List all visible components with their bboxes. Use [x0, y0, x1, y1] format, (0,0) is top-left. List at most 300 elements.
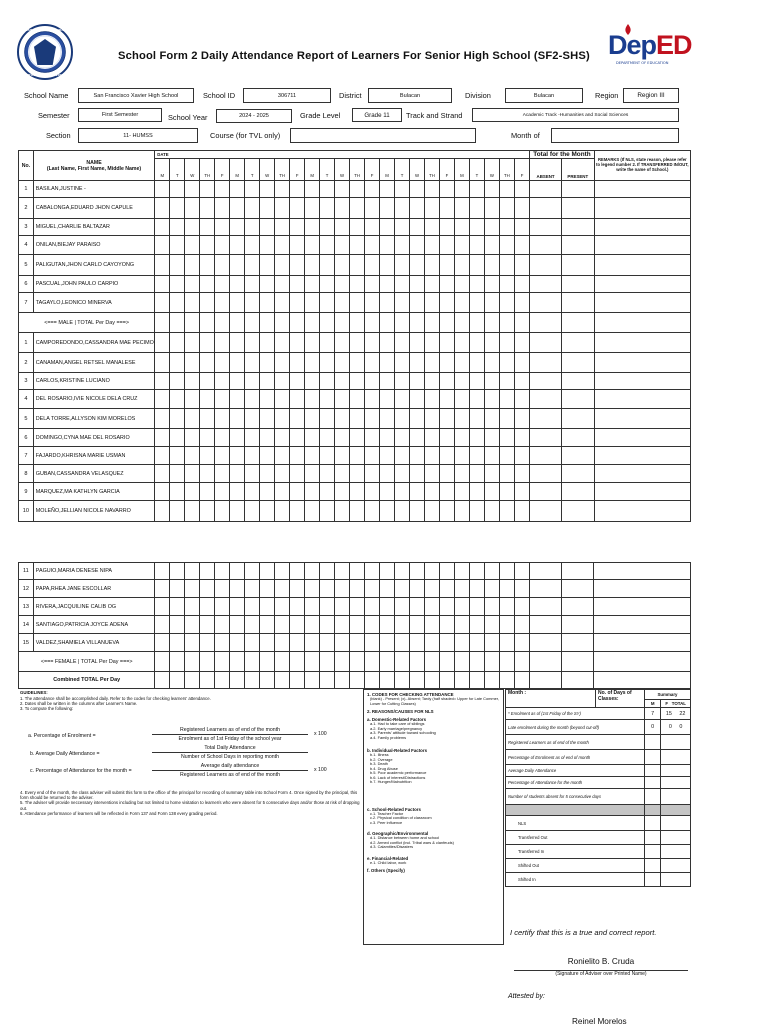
- attendance-cell[interactable]: [410, 373, 425, 390]
- remarks-cell[interactable]: [594, 652, 691, 672]
- attendance-cell[interactable]: [365, 447, 380, 465]
- attendance-cell[interactable]: [350, 501, 365, 522]
- remarks-cell[interactable]: [594, 390, 690, 409]
- attendance-cell[interactable]: [305, 409, 320, 429]
- present-total-cell[interactable]: [561, 598, 594, 616]
- attendance-cell[interactable]: [200, 616, 215, 634]
- attendance-cell[interactable]: [350, 373, 365, 390]
- attendance-cell[interactable]: [215, 501, 230, 522]
- attendance-cell[interactable]: [215, 652, 230, 672]
- attendance-cell[interactable]: [305, 373, 320, 390]
- attendance-cell[interactable]: [185, 353, 200, 373]
- attendance-cell[interactable]: [245, 293, 260, 313]
- attendance-cell[interactable]: [425, 333, 440, 353]
- attendance-cell[interactable]: [469, 353, 484, 373]
- attendance-cell[interactable]: [170, 198, 185, 219]
- attendance-cell[interactable]: [395, 483, 410, 501]
- present-total-cell[interactable]: [561, 333, 594, 353]
- attendance-cell[interactable]: [185, 447, 200, 465]
- attendance-cell[interactable]: [335, 236, 350, 255]
- attendance-cell[interactable]: [260, 333, 275, 353]
- summary-ft-values[interactable]: [661, 735, 691, 750]
- attendance-cell[interactable]: [215, 255, 230, 276]
- attendance-cell[interactable]: [185, 293, 200, 313]
- attendance-cell[interactable]: [230, 447, 245, 465]
- summary-m-value[interactable]: [645, 789, 661, 805]
- attendance-cell[interactable]: [290, 580, 305, 598]
- attendance-cell[interactable]: [380, 580, 395, 598]
- attendance-cell[interactable]: [469, 483, 484, 501]
- attendance-cell[interactable]: [485, 563, 500, 580]
- attendance-cell[interactable]: [275, 598, 290, 616]
- attendance-cell[interactable]: [155, 501, 170, 522]
- attendance-cell[interactable]: [410, 429, 425, 447]
- attendance-cell[interactable]: [365, 276, 380, 293]
- attendance-cell[interactable]: [185, 563, 200, 580]
- attendance-cell[interactable]: [469, 390, 484, 409]
- attendance-cell[interactable]: [395, 580, 410, 598]
- attendance-cell[interactable]: [454, 219, 469, 236]
- attendance-cell[interactable]: [245, 219, 260, 236]
- attendance-cell[interactable]: [260, 255, 275, 276]
- attendance-cell[interactable]: [185, 333, 200, 353]
- attendance-cell[interactable]: [380, 313, 395, 333]
- attendance-cell[interactable]: [455, 563, 470, 580]
- attendance-cell[interactable]: [245, 447, 260, 465]
- attendance-cell[interactable]: [275, 580, 290, 598]
- attendance-cell[interactable]: [230, 429, 245, 447]
- remarks-cell[interactable]: [594, 465, 690, 483]
- attendance-cell[interactable]: [185, 501, 200, 522]
- absent-total-cell[interactable]: [530, 181, 562, 198]
- attendance-cell[interactable]: [350, 390, 365, 409]
- attendance-cell[interactable]: [215, 447, 230, 465]
- attendance-cell[interactable]: [305, 353, 320, 373]
- attendance-cell[interactable]: [499, 409, 514, 429]
- attendance-cell[interactable]: [215, 373, 230, 390]
- attendance-cell[interactable]: [230, 236, 245, 255]
- attendance-cell[interactable]: [155, 293, 170, 313]
- attendance-cell[interactable]: [425, 429, 440, 447]
- attendance-cell[interactable]: [275, 236, 290, 255]
- attendance-cell[interactable]: [260, 409, 275, 429]
- attendance-cell[interactable]: [155, 198, 170, 219]
- attendance-cell[interactable]: [410, 353, 425, 373]
- attendance-cell[interactable]: [335, 598, 350, 616]
- attendance-cell[interactable]: [484, 293, 499, 313]
- attendance-cell[interactable]: [245, 390, 260, 409]
- attendance-cell[interactable]: [440, 580, 455, 598]
- attendance-cell[interactable]: [395, 276, 410, 293]
- attendance-cell[interactable]: [514, 616, 529, 634]
- attendance-cell[interactable]: [245, 634, 260, 652]
- present-total-cell[interactable]: [561, 390, 594, 409]
- attendance-cell[interactable]: [245, 483, 260, 501]
- attendance-cell[interactable]: [155, 219, 170, 236]
- absent-total-cell[interactable]: [530, 501, 562, 522]
- attendance-cell[interactable]: [365, 181, 380, 198]
- attendance-cell[interactable]: [305, 580, 320, 598]
- attendance-cell[interactable]: [170, 598, 185, 616]
- attendance-cell[interactable]: [290, 236, 305, 255]
- attendance-cell[interactable]: [499, 181, 514, 198]
- attendance-cell[interactable]: [305, 276, 320, 293]
- attendance-cell[interactable]: [514, 501, 529, 522]
- attendance-cell[interactable]: [365, 429, 380, 447]
- attendance-cell[interactable]: [484, 409, 499, 429]
- attendance-cell[interactable]: [440, 634, 455, 652]
- attendance-cell[interactable]: [305, 598, 320, 616]
- summary-m-value[interactable]: [645, 777, 661, 789]
- attendance-cell[interactable]: [305, 181, 320, 198]
- attendance-cell[interactable]: [305, 652, 320, 672]
- attendance-cell[interactable]: [499, 255, 514, 276]
- attendance-cell[interactable]: [200, 313, 215, 333]
- attendance-cell[interactable]: [484, 313, 499, 333]
- attendance-cell[interactable]: [395, 563, 410, 580]
- attendance-cell[interactable]: [230, 353, 245, 373]
- attendance-cell[interactable]: [484, 390, 499, 409]
- attendance-cell[interactable]: [395, 198, 410, 219]
- present-total-cell[interactable]: [561, 652, 594, 672]
- summary-movement-m[interactable]: [645, 859, 661, 873]
- attendance-cell[interactable]: [470, 652, 485, 672]
- present-total-cell[interactable]: [561, 198, 594, 219]
- attendance-cell[interactable]: [215, 429, 230, 447]
- attendance-cell[interactable]: [185, 255, 200, 276]
- attendance-cell[interactable]: [455, 634, 470, 652]
- attendance-cell[interactable]: [454, 390, 469, 409]
- attendance-cell[interactable]: [215, 390, 230, 409]
- attendance-cell[interactable]: [185, 672, 200, 689]
- attendance-cell[interactable]: [260, 181, 275, 198]
- remarks-cell[interactable]: [594, 353, 690, 373]
- summary-movement-ft[interactable]: [661, 831, 691, 845]
- attendance-cell[interactable]: [425, 276, 440, 293]
- attendance-cell[interactable]: [469, 409, 484, 429]
- attendance-cell[interactable]: [155, 447, 170, 465]
- attendance-cell[interactable]: [380, 181, 395, 198]
- attendance-cell[interactable]: [425, 409, 440, 429]
- attendance-cell[interactable]: [275, 181, 290, 198]
- attendance-cell[interactable]: [395, 333, 410, 353]
- attendance-cell[interactable]: [275, 501, 290, 522]
- attendance-cell[interactable]: [290, 483, 305, 501]
- attendance-cell[interactable]: [425, 198, 440, 219]
- attendance-cell[interactable]: [410, 465, 425, 483]
- attendance-cell[interactable]: [335, 409, 350, 429]
- attendance-cell[interactable]: [275, 616, 290, 634]
- attendance-cell[interactable]: [230, 409, 245, 429]
- attendance-cell[interactable]: [499, 373, 514, 390]
- attendance-cell[interactable]: [275, 293, 290, 313]
- attendance-cell[interactable]: [365, 465, 380, 483]
- attendance-cell[interactable]: [410, 333, 425, 353]
- attendance-cell[interactable]: [499, 501, 514, 522]
- attendance-cell[interactable]: [170, 483, 185, 501]
- attendance-cell[interactable]: [305, 293, 320, 313]
- present-total-cell[interactable]: [561, 634, 594, 652]
- remarks-cell[interactable]: [594, 672, 691, 689]
- attendance-cell[interactable]: [514, 255, 529, 276]
- attendance-cell[interactable]: [215, 672, 230, 689]
- attendance-cell[interactable]: [230, 672, 245, 689]
- attendance-cell[interactable]: [155, 409, 170, 429]
- summary-m-value[interactable]: 0: [645, 720, 661, 735]
- attendance-cell[interactable]: [410, 616, 425, 634]
- attendance-cell[interactable]: [305, 563, 320, 580]
- attendance-cell[interactable]: [395, 373, 410, 390]
- absent-total-cell[interactable]: [529, 672, 561, 689]
- attendance-cell[interactable]: [305, 313, 320, 333]
- attendance-cell[interactable]: [335, 373, 350, 390]
- attendance-cell[interactable]: [200, 276, 215, 293]
- attendance-cell[interactable]: [320, 390, 335, 409]
- attendance-cell[interactable]: [454, 313, 469, 333]
- present-total-cell[interactable]: [561, 483, 594, 501]
- attendance-cell[interactable]: [170, 634, 185, 652]
- attendance-cell[interactable]: [215, 409, 230, 429]
- attendance-cell[interactable]: [499, 447, 514, 465]
- attendance-cell[interactable]: [469, 276, 484, 293]
- attendance-cell[interactable]: [230, 333, 245, 353]
- attendance-cell[interactable]: [395, 219, 410, 236]
- attendance-cell[interactable]: [170, 580, 185, 598]
- attendance-cell[interactable]: [320, 501, 335, 522]
- attendance-cell[interactable]: [484, 198, 499, 219]
- attendance-cell[interactable]: [380, 255, 395, 276]
- attendance-cell[interactable]: [499, 465, 514, 483]
- attendance-cell[interactable]: [305, 483, 320, 501]
- summary-ft-values[interactable]: [661, 789, 691, 805]
- summary-ft-values[interactable]: [661, 720, 691, 735]
- attendance-cell[interactable]: [514, 409, 529, 429]
- attendance-cell[interactable]: [350, 652, 365, 672]
- attendance-cell[interactable]: [469, 429, 484, 447]
- attendance-cell[interactable]: [230, 465, 245, 483]
- summary-movement-ft[interactable]: [661, 873, 691, 887]
- attendance-cell[interactable]: [260, 219, 275, 236]
- attendance-cell[interactable]: [170, 373, 185, 390]
- attendance-cell[interactable]: [380, 672, 395, 689]
- attendance-cell[interactable]: [454, 293, 469, 313]
- attendance-cell[interactable]: [425, 313, 440, 333]
- attendance-cell[interactable]: [365, 501, 380, 522]
- attendance-cell[interactable]: [470, 598, 485, 616]
- attendance-cell[interactable]: [410, 293, 425, 313]
- attendance-cell[interactable]: [245, 313, 260, 333]
- attendance-cell[interactable]: [440, 598, 455, 616]
- attendance-cell[interactable]: [439, 313, 454, 333]
- attendance-cell[interactable]: [410, 580, 425, 598]
- attendance-cell[interactable]: [514, 293, 529, 313]
- attendance-cell[interactable]: [275, 390, 290, 409]
- attendance-cell[interactable]: [395, 652, 410, 672]
- attendance-cell[interactable]: [499, 293, 514, 313]
- attendance-cell[interactable]: [320, 181, 335, 198]
- attendance-cell[interactable]: [470, 634, 485, 652]
- attendance-cell[interactable]: [320, 652, 335, 672]
- attendance-cell[interactable]: [365, 634, 380, 652]
- attendance-cell[interactable]: [499, 483, 514, 501]
- absent-total-cell[interactable]: [530, 293, 562, 313]
- attendance-cell[interactable]: [395, 429, 410, 447]
- attendance-cell[interactable]: [275, 409, 290, 429]
- present-total-cell[interactable]: [561, 501, 594, 522]
- attendance-cell[interactable]: [365, 672, 380, 689]
- absent-total-cell[interactable]: [530, 373, 562, 390]
- attendance-cell[interactable]: [470, 563, 485, 580]
- attendance-cell[interactable]: [455, 672, 470, 689]
- attendance-cell[interactable]: [454, 353, 469, 373]
- attendance-cell[interactable]: [335, 276, 350, 293]
- attendance-cell[interactable]: [320, 580, 335, 598]
- attendance-cell[interactable]: [215, 353, 230, 373]
- attendance-cell[interactable]: [484, 236, 499, 255]
- attendance-cell[interactable]: [260, 634, 275, 652]
- attendance-cell[interactable]: [439, 333, 454, 353]
- attendance-cell[interactable]: [455, 652, 470, 672]
- region-field[interactable]: Region III: [623, 88, 679, 103]
- attendance-cell[interactable]: [485, 616, 500, 634]
- attendance-cell[interactable]: [215, 465, 230, 483]
- attendance-cell[interactable]: [245, 236, 260, 255]
- attendance-cell[interactable]: [305, 634, 320, 652]
- attendance-cell[interactable]: [320, 198, 335, 219]
- attendance-cell[interactable]: [380, 390, 395, 409]
- attendance-cell[interactable]: [514, 219, 529, 236]
- attendance-cell[interactable]: [200, 236, 215, 255]
- attendance-cell[interactable]: [275, 313, 290, 333]
- attendance-cell[interactable]: [440, 563, 455, 580]
- present-total-cell[interactable]: [561, 353, 594, 373]
- attendance-cell[interactable]: [395, 634, 410, 652]
- absent-total-cell[interactable]: [530, 313, 562, 333]
- remarks-cell[interactable]: [594, 333, 690, 353]
- attendance-cell[interactable]: [245, 409, 260, 429]
- attendance-cell[interactable]: [170, 447, 185, 465]
- attendance-cell[interactable]: [275, 219, 290, 236]
- present-total-cell[interactable]: [561, 181, 594, 198]
- attendance-cell[interactable]: [155, 313, 170, 333]
- attendance-cell[interactable]: [514, 634, 529, 652]
- attendance-cell[interactable]: [275, 483, 290, 501]
- attendance-cell[interactable]: [380, 219, 395, 236]
- attendance-cell[interactable]: [245, 255, 260, 276]
- attendance-cell[interactable]: [350, 353, 365, 373]
- attendance-cell[interactable]: [439, 390, 454, 409]
- attendance-cell[interactable]: [440, 616, 455, 634]
- attendance-cell[interactable]: [380, 598, 395, 616]
- attendance-cell[interactable]: [305, 465, 320, 483]
- attendance-cell[interactable]: [469, 236, 484, 255]
- summary-ft-values[interactable]: [661, 750, 691, 765]
- attendance-cell[interactable]: [335, 181, 350, 198]
- attendance-cell[interactable]: [215, 333, 230, 353]
- attendance-cell[interactable]: [275, 465, 290, 483]
- attendance-cell[interactable]: [320, 313, 335, 333]
- attendance-cell[interactable]: [380, 236, 395, 255]
- attendance-cell[interactable]: [335, 580, 350, 598]
- attendance-cell[interactable]: [155, 276, 170, 293]
- attendance-cell[interactable]: [275, 672, 290, 689]
- attendance-cell[interactable]: [170, 672, 185, 689]
- attendance-cell[interactable]: [245, 501, 260, 522]
- attendance-cell[interactable]: [425, 390, 440, 409]
- attendance-cell[interactable]: [469, 333, 484, 353]
- attendance-cell[interactable]: [230, 181, 245, 198]
- attendance-cell[interactable]: [499, 353, 514, 373]
- attendance-cell[interactable]: [365, 580, 380, 598]
- attendance-cell[interactable]: [365, 598, 380, 616]
- attendance-cell[interactable]: [185, 616, 200, 634]
- attendance-cell[interactable]: [365, 313, 380, 333]
- remarks-cell[interactable]: [594, 616, 691, 634]
- attendance-cell[interactable]: [170, 219, 185, 236]
- attendance-cell[interactable]: [425, 293, 440, 313]
- track-field[interactable]: Academic Track -Humanities and Social Sciences: [472, 108, 679, 122]
- attendance-cell[interactable]: [170, 255, 185, 276]
- attendance-cell[interactable]: [185, 483, 200, 501]
- attendance-cell[interactable]: [305, 429, 320, 447]
- attendance-cell[interactable]: [425, 652, 440, 672]
- attendance-cell[interactable]: [335, 219, 350, 236]
- attendance-cell[interactable]: [454, 276, 469, 293]
- section-field[interactable]: 11- HUMSS: [78, 128, 198, 143]
- attendance-cell[interactable]: [425, 672, 440, 689]
- attendance-cell[interactable]: [380, 429, 395, 447]
- attendance-cell[interactable]: [200, 429, 215, 447]
- attendance-cell[interactable]: [350, 181, 365, 198]
- present-total-cell[interactable]: [561, 563, 594, 580]
- attendance-cell[interactable]: [290, 390, 305, 409]
- attendance-cell[interactable]: [439, 465, 454, 483]
- grade-level-field[interactable]: Grade 11: [352, 108, 402, 122]
- attendance-cell[interactable]: [320, 236, 335, 255]
- attendance-cell[interactable]: [380, 373, 395, 390]
- attendance-cell[interactable]: [215, 634, 230, 652]
- attendance-cell[interactable]: [170, 333, 185, 353]
- attendance-cell[interactable]: [484, 373, 499, 390]
- attendance-cell[interactable]: [200, 652, 215, 672]
- attendance-cell[interactable]: [484, 255, 499, 276]
- attendance-cell[interactable]: [410, 390, 425, 409]
- attendance-cell[interactable]: [290, 634, 305, 652]
- attendance-cell[interactable]: [469, 373, 484, 390]
- attendance-cell[interactable]: [514, 598, 529, 616]
- attendance-cell[interactable]: [320, 598, 335, 616]
- attendance-cell[interactable]: [425, 236, 440, 255]
- attendance-cell[interactable]: [335, 447, 350, 465]
- attendance-cell[interactable]: [439, 293, 454, 313]
- attendance-cell[interactable]: [320, 333, 335, 353]
- attendance-cell[interactable]: [454, 501, 469, 522]
- attendance-cell[interactable]: [155, 373, 170, 390]
- attendance-cell[interactable]: [320, 409, 335, 429]
- attendance-cell[interactable]: [499, 219, 514, 236]
- attendance-cell[interactable]: [350, 276, 365, 293]
- attendance-cell[interactable]: [215, 181, 230, 198]
- attendance-cell[interactable]: [230, 563, 245, 580]
- attendance-cell[interactable]: [500, 598, 515, 616]
- absent-total-cell[interactable]: [529, 580, 561, 598]
- attendance-cell[interactable]: [320, 563, 335, 580]
- attendance-cell[interactable]: [320, 373, 335, 390]
- absent-total-cell[interactable]: [530, 236, 562, 255]
- remarks-cell[interactable]: [594, 198, 690, 219]
- remarks-cell[interactable]: [594, 409, 690, 429]
- attendance-cell[interactable]: [200, 409, 215, 429]
